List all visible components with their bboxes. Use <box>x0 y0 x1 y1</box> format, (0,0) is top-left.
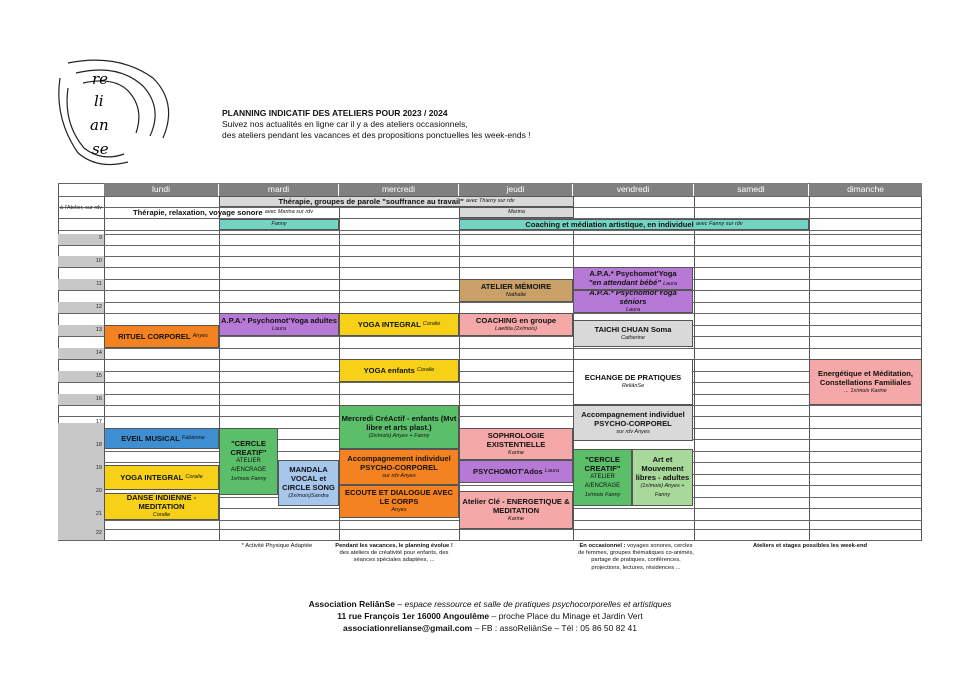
grid-row-line <box>58 416 922 417</box>
event-who: ... 1x/mois Karine <box>844 387 887 394</box>
event-title: "CERCLE CREATIF" <box>230 439 267 457</box>
event-sub: ATELIER A/ENCRAGE <box>584 474 621 489</box>
logo-text-4: se <box>92 140 109 158</box>
event-title: TAICHI CHUAN Soma <box>594 324 672 334</box>
schedule-grid <box>58 183 922 540</box>
day-header-samedi: samedi <box>694 183 808 196</box>
event-yoga-enfants <box>339 359 459 382</box>
event-title: Atelier Clé - ENERGETIQUE & MEDITATION <box>462 496 570 515</box>
event-who: Laura <box>544 468 559 474</box>
day-header-lundi: lundi <box>104 183 218 196</box>
grid-row-line <box>58 540 922 541</box>
event-title: COACHING en groupe <box>475 315 557 325</box>
event-therapie-groupe <box>219 196 574 207</box>
hour-label: 11 <box>96 281 102 287</box>
side-label: à l'Atelier, sur rdv <box>59 205 102 211</box>
event-who: Nathalie <box>505 291 527 298</box>
footer-org: Association ReliānSe <box>308 599 396 609</box>
logo-text-1: re <box>92 70 109 88</box>
event-yoga-integral-mercredi <box>339 313 459 336</box>
footer-addr-rest: – proche Place du Minage et Jardin Vert <box>489 611 643 621</box>
event-title: Art et Mouvement libres - adultes <box>635 455 690 482</box>
event-title: MANDALA VOCAL et CIRCLE SONG <box>282 465 335 492</box>
grid-row-line <box>58 405 922 406</box>
header-line-2: des ateliers pendant les vacances et des propositions ponctuelles les week-ends ! <box>222 130 531 140</box>
day-header-vendredi: vendredi <box>573 183 693 196</box>
grid-row-line <box>58 529 922 530</box>
event-title: YOGA INTEGRAL <box>357 320 421 329</box>
event-who: Laura <box>271 325 287 332</box>
grid-row-line <box>58 230 922 231</box>
logo-text-3: an <box>90 116 109 134</box>
day-header-mercredi: mercredi <box>339 183 458 196</box>
event-title: EVEIL MUSICAL <box>121 434 180 443</box>
logo <box>58 58 198 168</box>
event-title: Accompagnement individuel PSYCHO-CORPOREL <box>581 409 685 428</box>
grid-row-line <box>58 256 922 257</box>
event-therapie-relax <box>104 207 339 218</box>
event-title: RITUEL CORPOREL <box>118 332 191 341</box>
footer-contact: associationrelianse@gmail.com <box>343 623 473 633</box>
note-apa: * Activité Physique Adaptée <box>241 543 313 549</box>
hour-label: 10 <box>95 258 102 264</box>
event-who: Laura <box>663 280 678 287</box>
event-title: A.P.A.* Psychomot'Yoga adultes <box>221 315 337 325</box>
grid-row-line <box>58 371 922 372</box>
event-eveil-musical <box>104 428 219 449</box>
hour-label: 19 <box>95 465 102 471</box>
note-occasionnel-bold: En occasionnel : <box>579 543 626 549</box>
day-header-dimanche: dimanche <box>809 183 922 196</box>
day-header-mardi: mardi <box>219 183 338 196</box>
note-occasionnel <box>576 543 696 572</box>
hour-label: 12 <box>95 304 102 310</box>
event-who: 1x/mois Fanny <box>230 476 267 482</box>
event-energetique <box>809 359 922 405</box>
hour-label: 18 <box>95 442 102 448</box>
event-marina <box>459 207 574 218</box>
logo-text-2: li <box>94 92 104 110</box>
event-title: Accompagnement individuel PSYCHO-CORPOREL <box>347 453 451 472</box>
event-rituel-corporel <box>104 325 219 348</box>
event-who: 1x/mois Fanny <box>584 492 621 498</box>
event-who: Anyes <box>391 507 407 513</box>
event-who: Coralie <box>422 321 441 327</box>
footer-addr: 11 rue François 1er 16000 Angoulême <box>337 611 490 621</box>
event-apa-adultes <box>219 313 339 336</box>
page-header <box>222 108 531 141</box>
day-header-jeudi: jeudi <box>459 183 572 196</box>
event-creactif <box>339 405 459 449</box>
note-vacances-bold: Pendant les vacances, le planning évolue ! <box>335 543 453 549</box>
note-occasionnel-rest: voyages sonores, cercles de femmes, groupes thématiques co-animés, partage de pratiques, conférences, projections, lectures, résidences ... <box>578 543 694 571</box>
event-yoga-integral-lundi <box>104 465 219 490</box>
footer-line-2 <box>0 611 980 622</box>
event-cercle-creatif-mardi <box>219 428 278 495</box>
event-who: avec Fanny sur rdv <box>695 221 743 227</box>
grid-row-line <box>58 245 922 246</box>
event-who: Anyes <box>192 333 208 339</box>
event-who: sur rdv Anyes <box>616 428 650 435</box>
event-who: Coralie <box>416 367 435 373</box>
event-who: Fanny <box>271 221 287 227</box>
event-title: DANSE INDIENNE - MEDITATION <box>126 493 197 511</box>
grid-row-line <box>58 359 922 360</box>
header-line-1: Suivez nos actualités en ligne car il y a des ateliers occasionnels, <box>222 119 468 129</box>
grid-row-line <box>58 267 922 268</box>
page-title: PLANNING INDICATIF DES ATELIERS POUR 2023 / 2024 <box>222 108 448 118</box>
event-danse-indienne <box>104 493 219 520</box>
event-atelier-memoire <box>459 279 573 302</box>
hour-label: 16 <box>95 396 102 402</box>
event-title: A.P.A.* Psychomot'Yoga séniors <box>589 290 677 306</box>
event-who: Fabienne <box>181 435 205 441</box>
event-cercle-creatif-vendredi <box>573 449 632 506</box>
event-art-mouvement <box>632 449 693 506</box>
event-sophrologie <box>459 428 573 460</box>
event-title: PSYCHOMOT'Ados <box>473 467 543 476</box>
grid-row-line <box>58 234 922 235</box>
event-coaching-groupe <box>459 313 573 336</box>
hour-label: 17 <box>95 419 102 425</box>
event-title: "CERCLE CREATIF" <box>584 455 621 473</box>
event-title: Mercredi CréActif - enfants (Mvt libre et arts plast.) <box>341 413 457 432</box>
event-title: YOGA enfants <box>363 366 415 375</box>
event-who: Laura <box>625 307 641 313</box>
event-accompagnement-vendredi <box>573 405 693 441</box>
event-taichi <box>573 320 693 347</box>
event-title: Energétique et Méditation, Constellations Familiales <box>818 368 913 387</box>
event-title: A.P.A.* Psychomot'Yoga <box>589 268 677 278</box>
event-who: (2x/mois)Sandra <box>288 493 329 499</box>
event-who: (1x/mois) Anyes + Fanny <box>640 483 685 498</box>
event-ecoute-dialogue <box>339 485 459 518</box>
event-who: Karine <box>508 449 524 456</box>
note-weekend: Ateliers et stages possibles les week-end <box>752 543 868 549</box>
event-title-2: "en attendant bébé" <box>588 277 661 287</box>
footer-line-1 <box>0 599 980 610</box>
hour-label: 20 <box>95 488 102 494</box>
event-coaching-individuel <box>459 219 809 230</box>
event-who: (2x/mois) Anyes + Fanny <box>368 432 430 439</box>
footer-desc: – espace ressource et salle de pratiques psychocorporelles et artistiques <box>395 599 672 609</box>
grid-col-line <box>459 183 460 540</box>
grid-row-line <box>58 382 922 383</box>
event-sub: ATELIER A/ENCRAGE <box>230 458 267 473</box>
event-mandala <box>278 460 339 506</box>
event-title: Coaching et médiation artistique, en individuel <box>525 220 694 229</box>
hour-label: 9 <box>98 235 102 241</box>
event-atelier-cle <box>459 491 573 529</box>
event-who: sur rdv Anyes <box>382 472 416 479</box>
event-who: avec Marina sur rdv <box>264 209 313 215</box>
event-psychomot-ados <box>459 460 573 483</box>
hour-label: 21 <box>95 511 102 517</box>
grid-row-line <box>58 394 922 395</box>
event-who: ReliānSe <box>621 383 645 389</box>
event-who: Coralie <box>152 512 171 518</box>
footer-contact-rest: – FB : assoReliānSe – Tél : 05 86 50 82 41 <box>472 623 637 633</box>
event-fanny-mardi <box>219 219 339 230</box>
event-title: Thérapie, groupes de parole "souffrance au travail" <box>278 197 464 206</box>
note-vacances <box>334 543 454 565</box>
hour-label: 15 <box>95 373 102 379</box>
grid-row-line <box>58 302 922 303</box>
event-title: YOGA INTEGRAL <box>120 473 184 482</box>
event-apa-bebe <box>573 267 693 290</box>
event-title: ATELIER MÉMOIRE <box>480 281 552 291</box>
event-apa-seniors <box>573 290 693 313</box>
event-who: avec Thierry sur rdv <box>465 198 515 204</box>
grid-row-line <box>58 348 922 349</box>
event-who: Laetitia (2x/mois) <box>495 325 537 332</box>
evening-shade <box>58 423 104 540</box>
hour-label: 22 <box>95 530 102 536</box>
grid-col-line <box>694 183 695 540</box>
event-title: ECHANGE DE PRATIQUES <box>584 373 682 382</box>
event-who: Catherine <box>621 334 645 341</box>
hour-label: 14 <box>95 350 102 356</box>
event-title: ECOUTE ET DIALOGUE AVEC LE CORPS <box>344 488 453 506</box>
note-vacances-rest: des ateliers de créativité pour enfants, des séances spéciales adaptées, ... <box>339 550 449 564</box>
event-title: Thérapie, relaxation, voyage sonore <box>133 208 263 217</box>
event-who: Marina <box>508 209 525 215</box>
event-who: Karine <box>508 515 524 522</box>
footer-line-3 <box>0 623 980 634</box>
event-title: SOPHROLOGIE EXISTENTIELLE <box>486 430 546 449</box>
event-echange-pratiques <box>573 359 693 405</box>
hour-label: 13 <box>95 327 102 333</box>
event-who: Coralie <box>185 474 203 480</box>
event-accompagnement-mercredi <box>339 449 459 485</box>
logo-spiral <box>58 58 198 168</box>
